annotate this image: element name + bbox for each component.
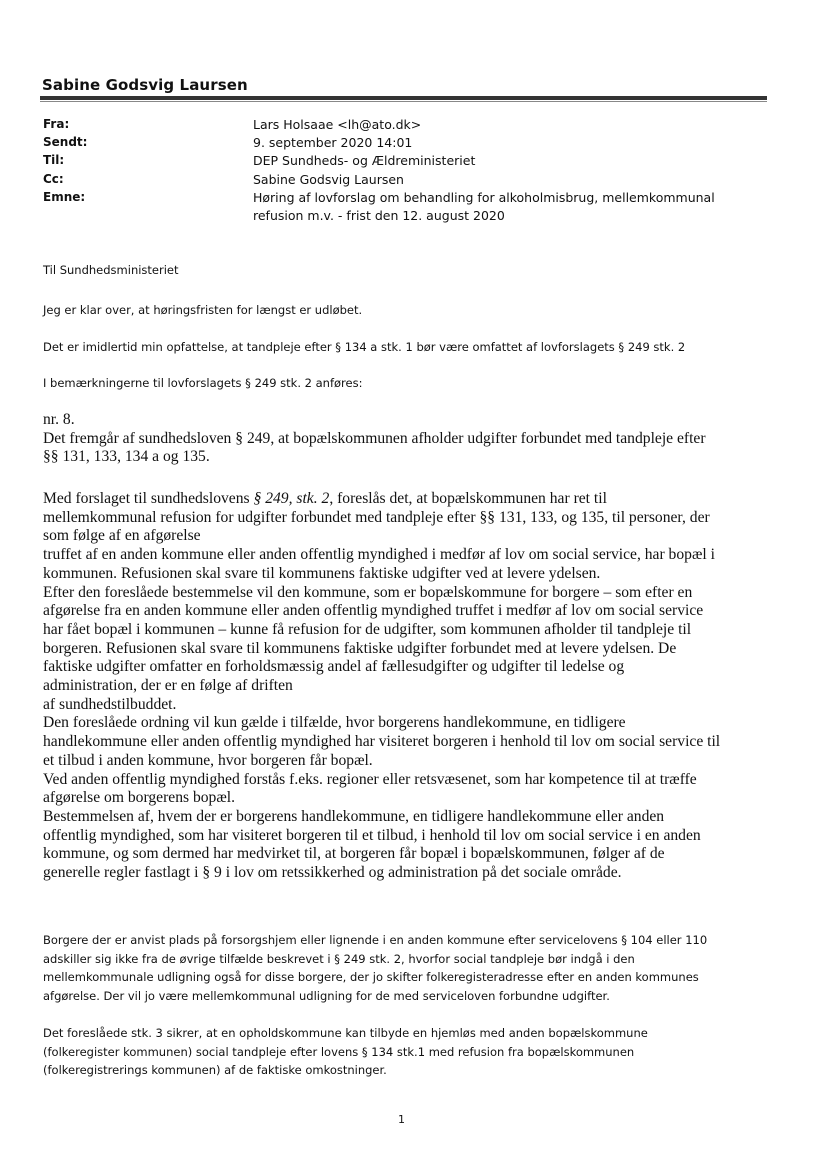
paragraph-line: mellemkommunale udligning også for disse borgere, der jo skifter folkeregisteradresse efter en anden kommunes bbox=[43, 970, 699, 984]
quote-line: handlekommune eller anden offentlig myndighed har visiteret borgeren i henhold til lov om social service til bbox=[43, 733, 721, 751]
quote-line: Det fremgår af sundhedsloven § 249, at bopælskommunen afholder udgifter forbundet med tandpleje efter bbox=[43, 429, 706, 447]
quote-line: Bestemmelsen af, hvem der er borgerens handlekommune, en tidligere handlekommune eller anden bbox=[43, 807, 665, 825]
cc-label: Cc: bbox=[43, 172, 64, 186]
header-divider bbox=[40, 96, 767, 100]
paragraph-line: adskiller sig ikke fra de øvrige tilfælde beskrevet i § 249 stk. 2, hvorfor social tandpleje bør indgå i den bbox=[43, 951, 635, 966]
paragraph-line: (folkeregister kommunen) social tandpleje efter lovens § 134 stk.1 med refusion fra bopælskommunen bbox=[43, 1044, 635, 1059]
quote-block-1 bbox=[43, 411, 783, 467]
quote-line: Efter den foreslåede bestemmelse vil den kommune, som er bopælskommune for borgere – som efter en bbox=[43, 583, 693, 601]
paragraph-line: (folkeregistrerings kommunen) af de faktiske omkostninger. bbox=[43, 1063, 387, 1077]
greeting: Til Sundhedsministeriet bbox=[43, 263, 179, 277]
quote-line: §§ 131, 133, 134 a og 135. bbox=[43, 448, 210, 466]
legal-reference: § 249, stk. 2 bbox=[253, 490, 330, 507]
quote-line: administration, der er en følge af driften bbox=[43, 677, 293, 695]
quote-line: kommunen. Refusionen skal svare til kommunens faktiske udgifter ved at levere ydelsen. bbox=[43, 564, 601, 582]
paragraph-line: Borgere der er anvist plads på forsorgshjem eller lignende i en anden kommune efter servicelovens § 104 eller 110 bbox=[43, 933, 708, 947]
sender-name: Sabine Godsvig Laursen bbox=[42, 76, 248, 94]
paragraph-remarks-intro: I bemærkningerne til lovforslagets § 249 stk. 2 anføres: bbox=[43, 376, 363, 390]
quote-line: truffet af en anden kommune eller anden offentlig myndighed i medfør af lov om social service, har bopæl i bbox=[43, 546, 715, 564]
quote-line: Ved anden offentlig myndighed forstås f.eks. regioner eller retsvæsenet, som har kompetence til at træffe bbox=[43, 770, 697, 788]
subject-label: Emne: bbox=[43, 190, 86, 204]
sent-value: 9. september 2020 14:01 bbox=[253, 135, 413, 150]
quote-line: et tilbud i anden kommune, hvor borgeren får bopæl. bbox=[43, 751, 373, 769]
sent-label: Sendt: bbox=[43, 135, 88, 149]
quote-line: faktiske udgifter omfatter en forholdsmæssig andel af fællesudgifter og udgifter til ledelse og bbox=[43, 658, 625, 676]
quote-line: afgørelse fra en anden kommune eller anden offentlig myndighed truffet i medfør af lov om social service bbox=[43, 602, 704, 620]
paragraph-stk3 bbox=[43, 1024, 783, 1080]
quote-line: har fået bopæl i kommunen – kunne få refusion for de udgifter, som kommunen afholder til tandpleje til bbox=[43, 620, 692, 638]
quote-line: som følge af en afgørelse bbox=[43, 527, 201, 545]
header-divider-thin bbox=[40, 101, 767, 102]
quote-line: kommune, og som dermed har medvirket til, at borgeren får bopæl i bopælskommunen, følger af de bbox=[43, 845, 665, 863]
page-number: 1 bbox=[398, 1113, 405, 1126]
quote-line: Med forslaget til sundhedslovens § 249, stk. 2, foreslås det, at bopælskommunen har ret til bbox=[43, 490, 607, 507]
to-label: Til: bbox=[43, 153, 65, 167]
quote-line: mellemkommunal refusion for udgifter forbundet med tandpleje efter §§ 131, 133, og 135, til personer, der bbox=[43, 508, 710, 526]
to-value: DEP Sundheds- og Ældreministeriet bbox=[253, 153, 476, 168]
quote-block-2 bbox=[43, 490, 783, 883]
from-value: Lars Holsaae <lh@ato.dk> bbox=[253, 117, 422, 132]
paragraph-shelters bbox=[43, 931, 783, 1005]
paragraph-opinion: Det er imidlertid min opfattelse, at tandpleje efter § 134 a stk. 1 bør være omfattet af lovforslagets § 249 stk. 2 bbox=[43, 340, 686, 354]
quote-line: nr. 8. bbox=[43, 411, 75, 428]
paragraph-intro: Jeg er klar over, at høringsfristen for længst er udløbet. bbox=[43, 303, 363, 317]
paragraph-line: Det foreslåede stk. 3 sikrer, at en opholdskommune kan tilbyde en hjemløs med anden bopælskommune bbox=[43, 1026, 648, 1040]
quote-line: Den foreslåede ordning vil kun gælde i tilfælde, hvor borgerens handlekommune, en tidligere bbox=[43, 714, 626, 732]
quote-line: borgeren. Refusionen skal svare til kommunens faktiske udgifter forbundet med at levere ydelsen. De bbox=[43, 639, 677, 657]
quote-line: afgørelse om borgerens bopæl. bbox=[43, 789, 235, 807]
cc-value: Sabine Godsvig Laursen bbox=[253, 172, 404, 187]
quote-line: generelle regler fastlagt i § 9 i lov om retssikkerhed og administration på det sociale område. bbox=[43, 864, 622, 882]
quote-line: af sundhedstilbuddet. bbox=[43, 695, 177, 713]
paragraph-line: afgørelse. Der vil jo være mellemkommunal udligning for de med serviceloven forbundne udgifter. bbox=[43, 988, 610, 1003]
from-label: Fra: bbox=[43, 117, 70, 131]
quote-line: offentlig myndighed, som har visiteret borgeren til et tilbud, i henhold til lov om social service i en anden bbox=[43, 826, 701, 844]
subject-value: Høring af lovforslag om behandling for alkoholmisbrug, mellemkommunal refusion m.v. - frist den 12. august 2020 bbox=[253, 190, 715, 223]
